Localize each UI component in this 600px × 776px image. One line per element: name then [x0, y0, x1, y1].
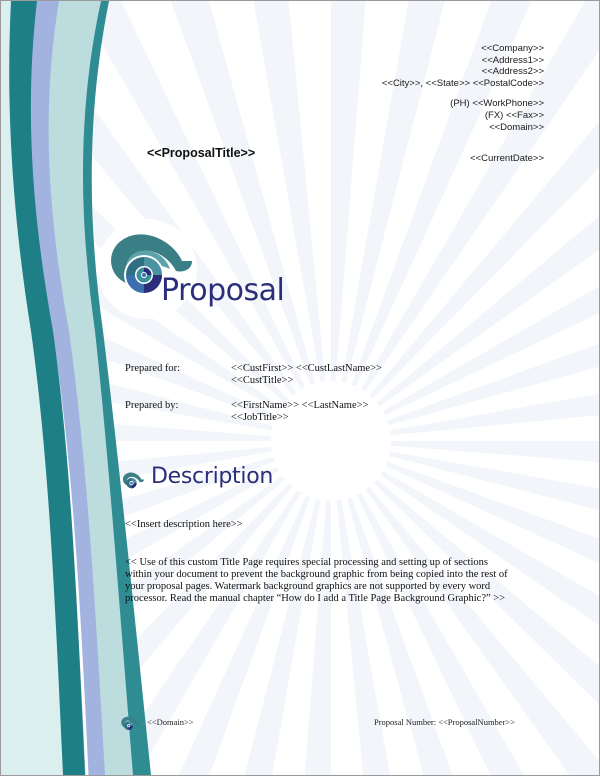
current-date: <<CurrentDate>> — [470, 153, 544, 164]
nautilus-footer-icon — [117, 712, 141, 734]
customer-title: <<CustTitle>> — [231, 375, 294, 386]
city-state-postal: <<City>>, <<State>> <<PostalCode>> — [381, 77, 544, 89]
preparer-title: <<JobTitle>> — [231, 412, 289, 423]
address-line-2: <<Address2>> — [481, 66, 544, 78]
fax: (FX) <<Fax>> — [484, 109, 544, 121]
prepared-by-label: Prepared by: — [125, 400, 179, 411]
sunburst-center — [271, 381, 391, 501]
preparer-name: <<FirstName>> <<LastName>> — [231, 400, 369, 411]
proposal-wordmark: Proposal — [161, 273, 285, 308]
address-line-1: <<Address1>> — [481, 54, 544, 66]
footer-domain: <<Domain>> — [147, 717, 194, 727]
description-placeholder: <<Insert description here>> — [125, 519, 243, 530]
footer-proposal-number: Proposal Number: <<ProposalNumber>> — [374, 717, 515, 727]
description-heading: Description — [151, 464, 273, 489]
prepared-by-values — [231, 400, 368, 424]
work-phone: (PH) <<WorkPhone>> — [450, 98, 544, 110]
customer-name: <<CustFirst>> <<CustLastName>> — [231, 363, 382, 374]
company-name: <<Company>> — [481, 43, 544, 54]
title-page-note: << Use of this custom Title Page requires special processing and setting up of sections within your document to prevent the background graphic from being copied into the rest of your proposal pages. Watermark background graphics are not supported by every word processor. Read the manual chapter “How do I add a Title Page Background Graphic?” >> — [125, 557, 508, 604]
prepared-for-label: Prepared for: — [125, 363, 181, 374]
proposal-title: <<ProposalTitle>> — [147, 146, 256, 160]
nautilus-small-icon — [118, 467, 146, 493]
company-address-block — [382, 43, 544, 133]
company-domain: <<Domain>> — [489, 121, 544, 133]
prepared-for-values — [231, 363, 382, 387]
